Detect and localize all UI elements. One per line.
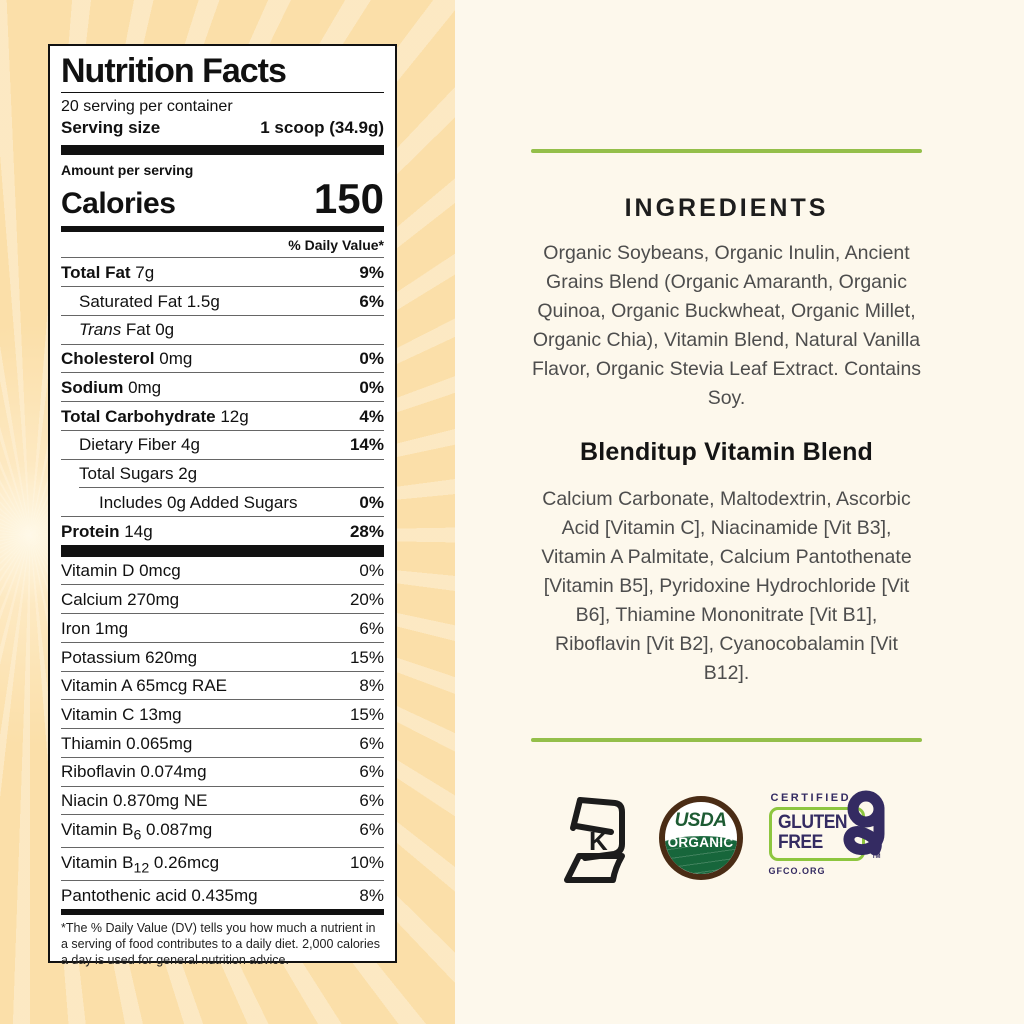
nutrient-row-added-sugars: Includes 0g Added Sugars 0% bbox=[61, 488, 384, 517]
servings-per-container: 20 serving per container bbox=[61, 98, 233, 116]
nutrient-row-trans-fat: Trans Fat 0g bbox=[61, 316, 384, 345]
gf-certified-text: CERTIFIED bbox=[770, 792, 852, 804]
nutrient-row-saturated-fat: Saturated Fat 1.5g 6% bbox=[61, 287, 384, 316]
kosher-k-badge bbox=[559, 792, 633, 884]
calories-row bbox=[61, 175, 384, 226]
nutrient-row-dietary-fiber: Dietary Fiber 4g 14% bbox=[61, 431, 384, 460]
nutrition-facts-panel bbox=[48, 44, 397, 968]
nutrient-row-total-sugars: Total Sugars 2g bbox=[79, 464, 198, 484]
micronutrient-row-pantothenic-acid: Pantothenic acid 0.435mg 8% bbox=[61, 885, 384, 905]
certified-gluten-free-badge bbox=[769, 792, 895, 884]
amount-per-serving-label: Amount per serving bbox=[61, 162, 194, 179]
vitamin-blend-heading: Blenditup Vitamin Blend bbox=[579, 438, 874, 466]
serving-size-row bbox=[61, 118, 384, 145]
calories-label: Calories bbox=[61, 187, 176, 221]
micronutrient-row-iron: Iron 1mg 6% bbox=[61, 614, 384, 643]
micronutrient-row-thiamin: Thiamin 0.065mg 6% bbox=[61, 729, 384, 758]
nutrient-row-total-carbohydrate: Total Carbohydrate 12g 4% bbox=[61, 402, 384, 431]
svg-text:K: K bbox=[588, 826, 608, 856]
serving-size-value: 1 scoop (34.9g) bbox=[260, 118, 384, 138]
usda-organic-badge bbox=[659, 796, 743, 880]
daily-value-header: % Daily Value* bbox=[61, 232, 384, 258]
certification-badges bbox=[531, 792, 922, 884]
nutrient-row-sodium: Sodium 0mg 0% bbox=[61, 373, 384, 402]
serving-size-label: Serving size bbox=[61, 118, 161, 138]
nutrient-row-cholesterol: Cholesterol 0mg 0% bbox=[61, 345, 384, 374]
micronutrient-row-vitamin-c: Vitamin C 13mg 15% bbox=[61, 700, 384, 729]
divider-bar-thick bbox=[61, 545, 384, 557]
micronutrient-row-vitamin-d: Vitamin D 0mcg 0% bbox=[61, 557, 384, 586]
nutrition-facts-title: Nutrition Facts bbox=[61, 54, 384, 93]
ingredients-column bbox=[531, 0, 922, 884]
green-divider-bottom bbox=[531, 738, 922, 742]
gf-gluten-text: GLUTEN bbox=[777, 812, 847, 833]
kosher-k-icon bbox=[559, 792, 633, 884]
daily-value-footnote: *The % Daily Value (DV) tells you how much a nutrient in a serving of food contributes to a daily diet. 2,000 calories a day is used for general nutrition advice. bbox=[61, 920, 380, 968]
divider-bar-thick bbox=[61, 145, 384, 155]
sunburst-background bbox=[0, 0, 455, 1024]
micronutrient-row-riboflavin: Riboflavin 0.074mg 6% bbox=[61, 758, 384, 787]
gf-trademark: TM bbox=[871, 854, 881, 860]
ingredients-text: Organic Soybeans, Organic Inulin, Ancient Grains Blend (Organic Amaranth, Organic Quinoa, Organic Buckwheat, Organic Millet, Organic Chia), Vitamin Blend, Natural Vanilla Flavor, Organic Stevia Leaf Extract. Contains Soy. bbox=[531, 242, 922, 409]
micronutrient-row-potassium: Potassium 620mg 15% bbox=[61, 643, 384, 672]
micronutrient-row-vitamin-a: Vitamin A 65mcg RAE 8% bbox=[61, 672, 384, 701]
green-divider-top bbox=[531, 149, 922, 153]
usda-text: USDA bbox=[674, 810, 727, 831]
ingredients-heading: INGREDIENTS bbox=[624, 194, 829, 222]
calories-value: 150 bbox=[313, 175, 384, 223]
gf-free-text: FREE bbox=[777, 832, 823, 853]
micronutrient-row-vitamin-b6: Vitamin $B_6$ 0.087mg 6% bbox=[61, 815, 384, 848]
micronutrient-row-niacin: Niacin 0.870mg NE 6% bbox=[61, 787, 384, 816]
gfco-org-text: GFCO.ORG bbox=[768, 866, 826, 876]
vitamin-blend-text: Calcium Carbonate, Maltodextrin, Ascorbic Acid [Vitamin C], Niacinamide [Vit B3], Vitamin A Palmitate, Calcium Pantothenate [Vitamin B5], Pyridoxine Hydrochloride [Vit B6], Thiamine Mononitrate [Vit B1], Riboflavin [Vit B2], Cyanocobalamin [Vit B12]. bbox=[541, 488, 912, 684]
micronutrient-row-calcium: Calcium 270mg 20% bbox=[61, 585, 384, 614]
usda-organic-text: ORGANIC bbox=[667, 835, 734, 850]
gfco-g-icon bbox=[835, 790, 893, 869]
micronutrient-row-vitamin-b12: Vitamin $B_{12}$ 0.26mcg 10% bbox=[61, 848, 384, 881]
nutrient-row-protein: Protein 14g 28% bbox=[61, 521, 384, 541]
nutrient-row-total-fat: Total Fat 7g 9% bbox=[61, 258, 384, 287]
